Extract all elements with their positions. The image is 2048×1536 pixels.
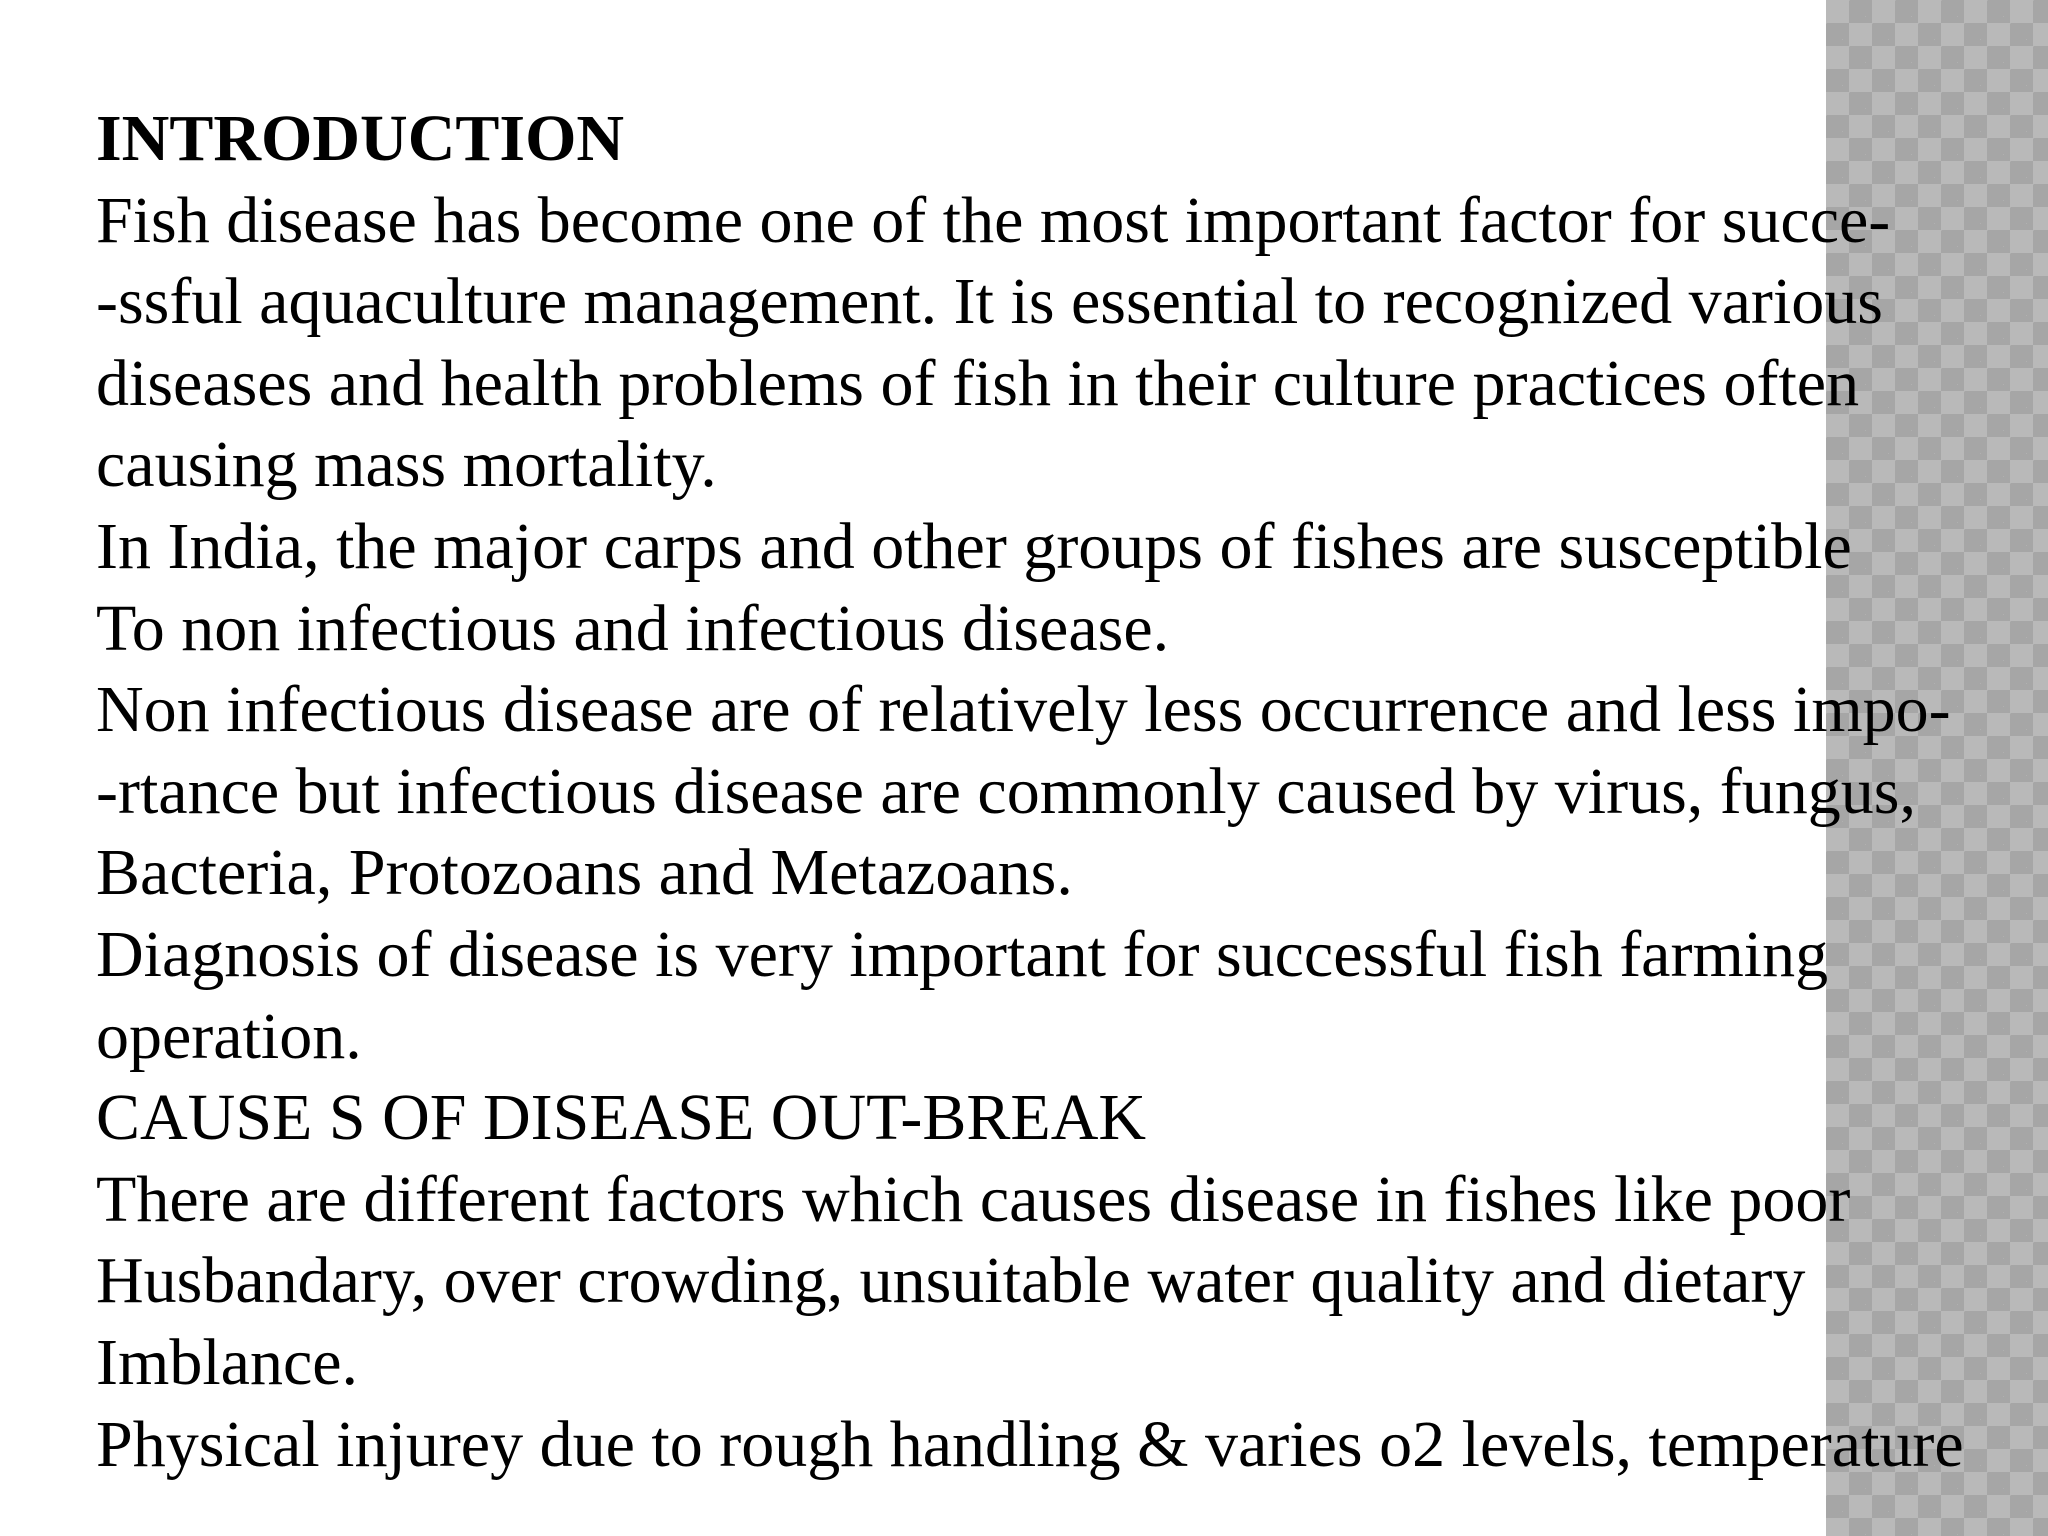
body-line-11: operation.	[96, 999, 362, 1073]
body-line-6: To non infectious and infectious disease.	[96, 591, 1170, 665]
body-line-2: -ssful aquaculture management. It is essential to recognized various	[96, 265, 1883, 339]
body-line-8: -rtance but infectious disease are commonly caused by virus, fungus,	[96, 754, 1916, 828]
slide-heading: INTRODUCTION	[96, 102, 625, 175]
section-subheading: CAUSE S OF DISEASE OUT-BREAK	[96, 1081, 1147, 1155]
body-line-5: In India, the major carps and other groups of fishes are susceptible	[96, 509, 1852, 583]
body-line-9: Bacteria, Protozoans and Metazoans.	[96, 836, 1073, 910]
body-line-13: There are different factors which causes disease in fishes like poor	[96, 1162, 1851, 1236]
body-line-14: Husbandary, over crowding, unsuitable water quality and dietary	[96, 1244, 1806, 1318]
body-line-10: Diagnosis of disease is very important for successful fish farming	[96, 917, 1829, 991]
body-line-1: Fish disease has become one of the most important factor for succe-	[96, 183, 1891, 257]
body-line-7: Non infectious disease are of relatively less occurrence and less impo-	[96, 673, 1951, 747]
body-line-16: Physical injurey due to rough handling & varies o2 levels, temperature	[96, 1407, 1964, 1481]
body-line-4: causing mass mortality.	[96, 428, 717, 502]
slide-body-text	[96, 98, 2036, 1485]
body-line-15: Imblance.	[96, 1325, 359, 1399]
body-line-3: diseases and health problems of fish in their culture practices often	[96, 346, 1860, 420]
